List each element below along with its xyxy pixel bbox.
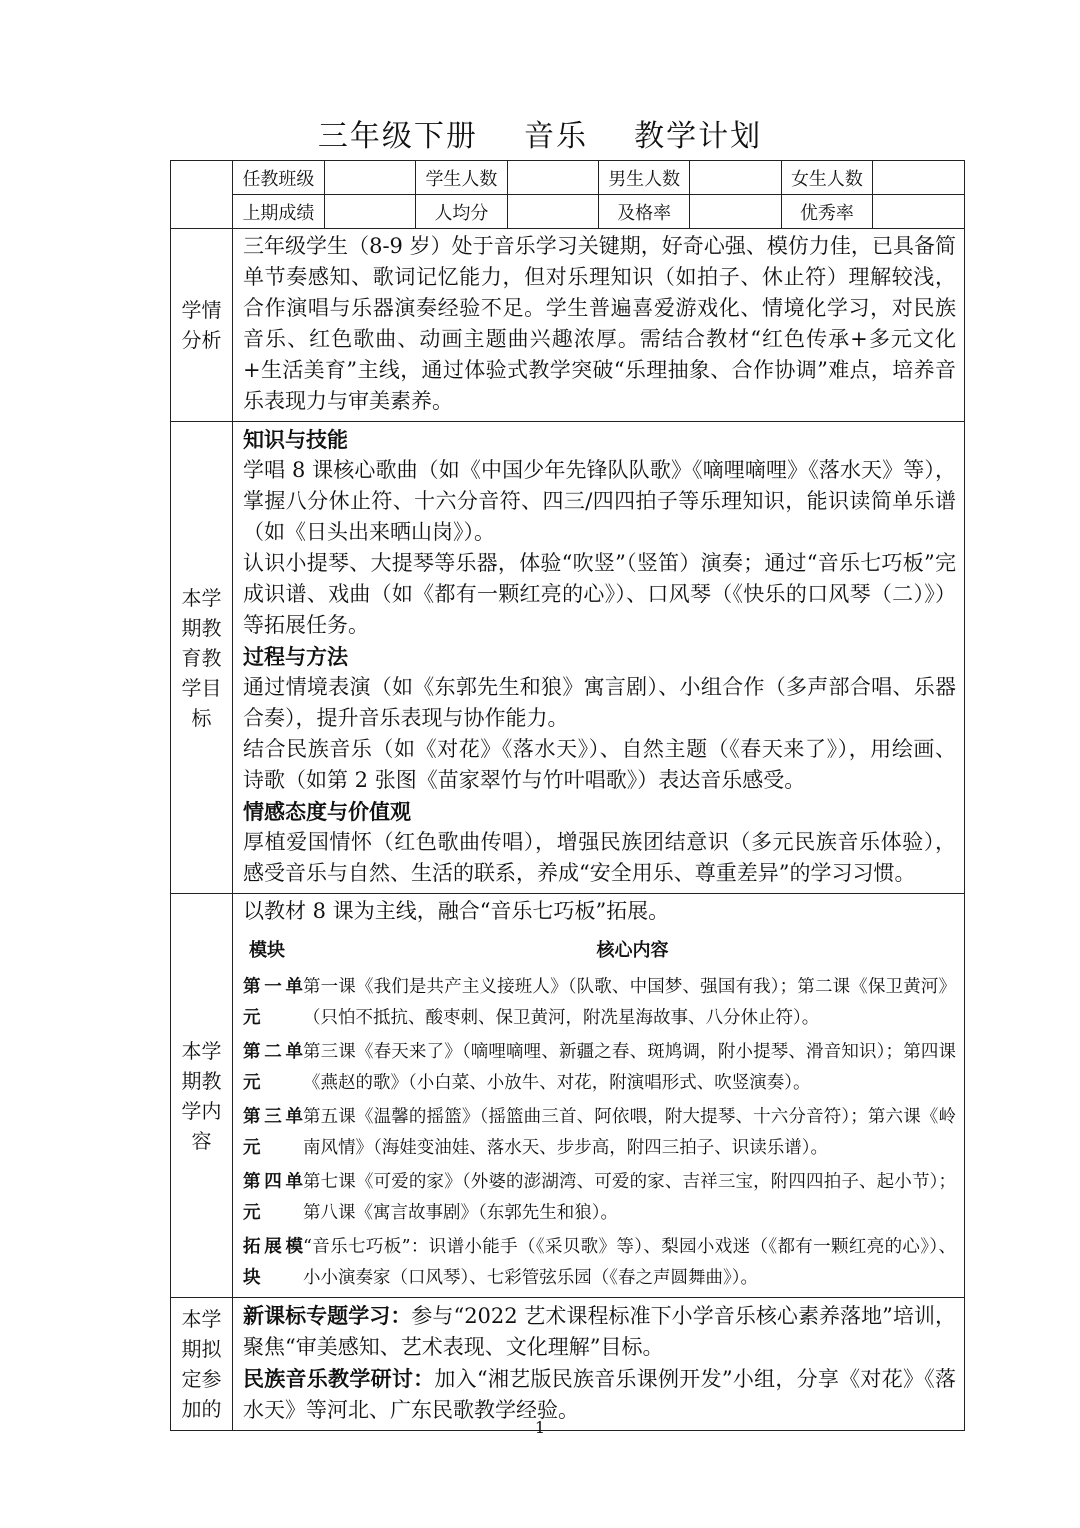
- value-last-score: [324, 195, 415, 229]
- training-item: [243, 1363, 956, 1426]
- analysis-label: 学情分析: [171, 229, 233, 422]
- label-class: 任教班级: [242, 168, 315, 190]
- label-boy-count: 男生人数: [599, 161, 690, 195]
- info-row: [233, 195, 964, 229]
- core-column-header: 核心内容: [596, 940, 669, 961]
- module-row: [243, 1102, 956, 1164]
- label-student-count: 学生人数: [416, 161, 507, 195]
- module-name: 拓展模块: [243, 1237, 303, 1288]
- module-content: 第一课《我们是共产主义接班人》（队歌、中国梦、强国有我）；第二课《保卫黄河》（只怕不抵抗、酸枣刺、保卫黄河，附冼星海故事、八分休止符）。: [303, 977, 956, 1028]
- value-class: [324, 161, 415, 195]
- module-row: [243, 1167, 956, 1229]
- module-content: 第七课《可爱的家》（外婆的澎湖湾、可爱的家、吉祥三宝，附四四拍子、起小节）；第八课《寓言故事剧》（东郭先生和狼）。: [303, 1172, 956, 1223]
- module-row: [243, 1232, 956, 1294]
- label-average: 人均分: [416, 195, 507, 229]
- value-pass-rate: [690, 195, 781, 229]
- module-content: 第五课《温馨的摇篮》（摇篮曲三首、阿依喂，附大提琴、十六分音符）；第六课《岭南风情》（海娃变油娃、落水天、步步高，附四三拍子、识读乐谱）。: [303, 1107, 956, 1158]
- training-label: 本学期拟定参加的: [171, 1298, 233, 1431]
- label-excellent-rate: 优秀率: [781, 195, 872, 229]
- content-cell: [233, 894, 965, 1298]
- training-item-text: 加入“湘艺版民族音乐课例开发”小组，分享《对花》《落水天》等河北、广东民歌教学经验。: [243, 1367, 956, 1422]
- module-name: 第四单元: [243, 1172, 303, 1223]
- analysis-cell: [233, 229, 965, 422]
- info-cell: [233, 161, 965, 229]
- goals-paragraph: 认识小提琴、大提琴等乐器，体验“吹竖”（竖笛）演奏；通过“音乐七巧板”完成识谱、戏曲（如《都有一颗红亮的心》）、口风琴（《快乐的口风琴（二）》）等拓展任务。: [243, 551, 956, 637]
- goals-label: 本学期教育教学目标: [171, 422, 233, 894]
- module-table-header: [243, 927, 956, 972]
- module-content: 第三课《春天来了》（嘀哩嘀哩、新疆之春、斑鸠调，附小提琴、滑音知识）；第四课《燕赵的歌》（小白菜、小放牛、对花，附演唱形式、吹竖演奏）。: [303, 1042, 956, 1093]
- goals-paragraph: 结合民族音乐（如《对花》《落水天》）、自然主题（《春天来了》），用绘画、诗歌（如第 2 张图《苗家翠竹与竹叶唱歌》）表达音乐感受。: [243, 737, 956, 792]
- training-item: [243, 1300, 956, 1363]
- page-title: 三年级下册 音乐 教学计划: [317, 119, 763, 154]
- module-row: [243, 972, 956, 1034]
- module-column-header: 模块: [249, 940, 285, 961]
- training-item-text: 参与“2022 艺术课程标准下小学音乐核心素养落地”培训，聚焦“审美感知、艺术表现、文化理解”目标。: [243, 1304, 957, 1359]
- value-boy-count: [690, 161, 781, 195]
- value-average: [507, 195, 598, 229]
- goals-heading-knowledge: 知识与技能: [243, 427, 348, 452]
- module-content: “音乐七巧板”：识谱小能手（《采贝歌》等）、梨园小戏迷（《都有一颗红亮的心》）、小小演奏家（口风琴）、七彩管弦乐园（《春之声圆舞曲》）。: [303, 1237, 956, 1288]
- label-girl-count: 女生人数: [781, 161, 872, 195]
- teaching-plan-table: [170, 160, 965, 1431]
- empty-corner-cell: [171, 161, 233, 229]
- module-row: [243, 1037, 956, 1099]
- label-pass-rate: 及格率: [599, 195, 690, 229]
- value-girl-count: [873, 161, 964, 195]
- module-name: 第一单元: [243, 977, 303, 1028]
- value-student-count: [507, 161, 598, 195]
- value-excellent-rate: [873, 195, 964, 229]
- info-row: [233, 161, 964, 195]
- goals-heading-process: 过程与方法: [243, 644, 348, 669]
- training-cell: [233, 1298, 965, 1431]
- analysis-text: 三年级学生（8-9 岁）处于音乐学习关键期，好奇心强、模仿力佳，已具备简单节奏感知、歌词记忆能力，但对乐理知识（如拍子、休止符）理解较浅，合作演唱与乐器演奏经验不足。学生普遍喜爱游戏化、情境化学习，对民族音乐、红色歌曲、动画主题曲兴趣浓厚。需结合教材“红色传承+多元文化+生活美育”主线，通过体验式教学突破“乐理抽象、合作协调”难点，培养音乐表现力与审美素养。: [243, 234, 956, 413]
- goals-heading-values: 情感态度与价值观: [243, 799, 411, 824]
- content-label: 本学期教学内容: [171, 894, 233, 1298]
- training-item-title: 民族音乐教学研讨：: [243, 1366, 435, 1391]
- module-name: 第三单元: [243, 1107, 303, 1158]
- content-intro: 以教材 8 课为主线，融合“音乐七巧板”拓展。: [243, 899, 670, 923]
- goals-paragraph: 厚植爱国情怀（红色歌曲传唱），增强民族团结意识（多元民族音乐体验），感受音乐与自然、生活的联系，养成“安全用乐、尊重差异”的学习习惯。: [243, 830, 956, 885]
- label-last-score: 上期成绩: [233, 195, 324, 229]
- goals-cell: [233, 422, 965, 894]
- goals-paragraph: 学唱 8 课核心歌曲（如《中国少年先锋队队歌》《嘀哩嘀哩》《落水天》等），掌握八分休止符、十六分音符、四三/四四拍子等乐理知识，能识读简单乐谱（如《日头出来晒山岗》）。: [243, 458, 956, 544]
- info-table: [233, 161, 964, 228]
- page-number: 1: [534, 1418, 546, 1437]
- module-name: 第二单元: [243, 1042, 303, 1093]
- training-item-title: 新课标专题学习：: [243, 1303, 412, 1328]
- goals-paragraph: 通过情境表演（如《东郭先生和狼》寓言剧）、小组合作（多声部合唱、乐器合奏），提升音乐表现与协作能力。: [243, 675, 956, 730]
